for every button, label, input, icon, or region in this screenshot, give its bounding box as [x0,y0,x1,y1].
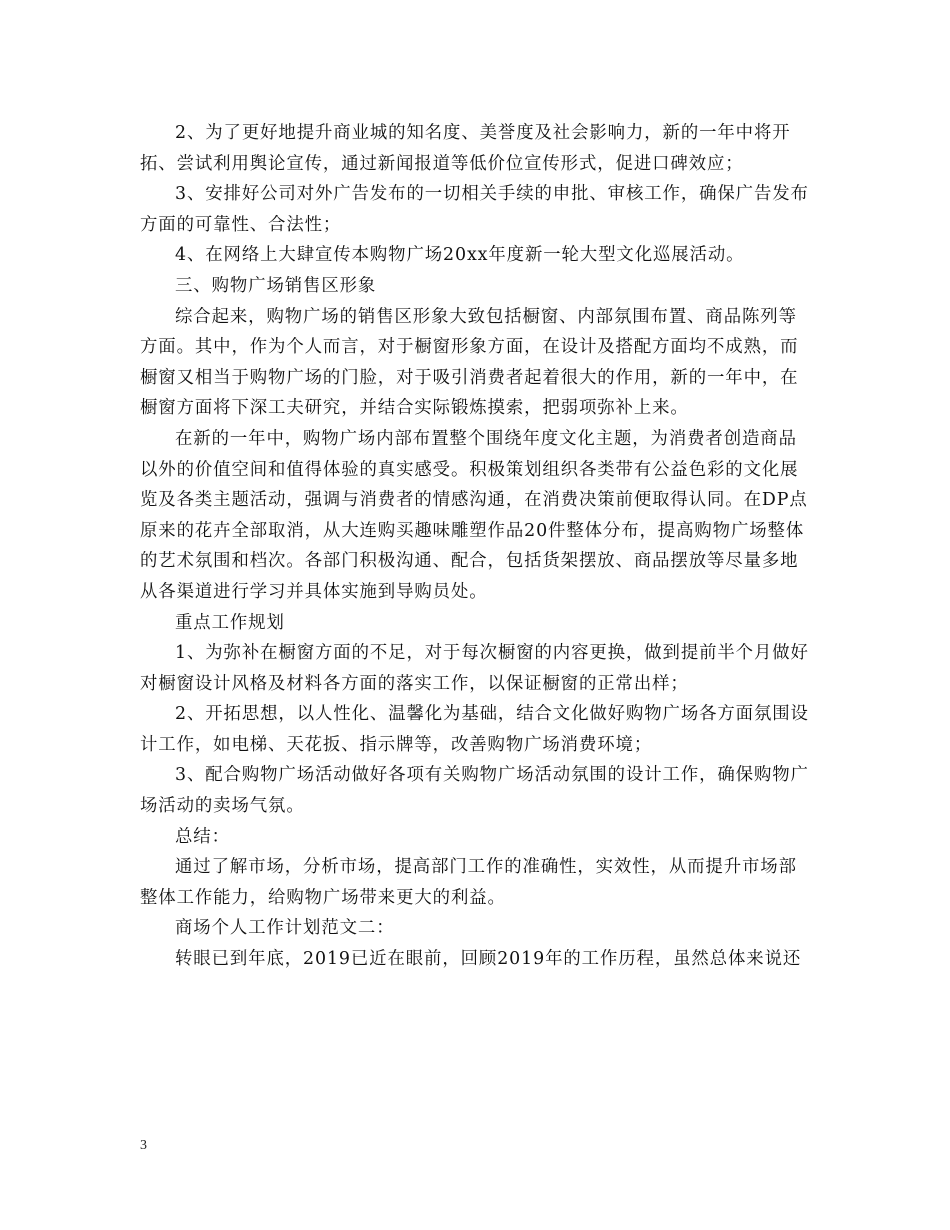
paragraph: 1、为弥补在橱窗方面的不足，对于每次橱窗的内容更换，做到提前半个月做好对橱窗设计风格及材料各方面的落实工作，以保证橱窗的正常出样； [140,643,809,694]
page-number: 3 [140,1138,147,1153]
paragraph: 在新的一年中，购物广场内部布置整个围绕年度文化主题，为消费者创造商品以外的价值空间和值得体验的真实感受。积极策划组织各类带有公益色彩的文化展览及各类主题活动，强调与消费者的情感沟通，在消费决策前便取得认同。在DP点原来的花卉全部取消，从大连购买趣味雕塑作品20件整体分布，提高购物广场整体的艺术氛围和档次。各部门积极沟通、配合，包括货架摆放、商品摆放等尽量多地从各渠道进行学习并具体实施到导购员处。 [140,428,808,602]
paragraph: 2、开拓思想，以人性化、温馨化为基础，结合文化做好购物广场各方面氛围设计工作，如电梯、天花扳、指示牌等，改善购物广场消费环境； [140,704,809,755]
paragraph: 转眼已到年底，2019已近在眼前，回顾2019年的工作历程，虽然总体来说还 [175,949,802,970]
document-body [140,118,812,975]
paragraph: 2、为了更好地提升商业城的知名度、美誉度及社会影响力，新的一年中将开拓、尝试利用舆论宣传，通过新闻报道等低价位宣传形式，促进口碑效应； [140,123,791,174]
paragraph: 通过了解市场，分析市场，提高部门工作的准确性，实效性，从而提升市场部整体工作能力，给购物广场带来更大的利益。 [140,857,797,908]
section-heading: 重点工作规划 [175,612,285,633]
section-heading: 商场个人工作计划范文二： [175,918,395,939]
section-heading: 总结： [175,826,230,847]
paragraph: 3、安排好公司对外广告发布的一切相关手续的申批、审核工作，确保广告发布方面的可靠性、合法性； [140,184,809,235]
paragraph: 3、配合购物广场活动做好各项有关购物广场活动氛围的设计工作，确保购物广场活动的卖场气氛。 [140,765,809,817]
section-heading: 三、购物广场销售区形象 [175,275,377,296]
paragraph: 综合起来，购物广场的销售区形象大致包括橱窗、内部氛围布置、商品陈列等方面。其中，作为个人而言，对于橱窗形象方面，在设计及搭配方面均不成熟，而橱窗又相当于购物广场的门脸，对于吸引消费者起着很大的作用，新的一年中，在橱窗方面将下深工夫研究，并结合实际锻炼摸索，把弱项弥补上来。 [140,306,799,419]
paragraph: 4、在网络上大肆宣传本购物广场20xx年度新一轮大型文化巡展活动。 [175,245,745,266]
